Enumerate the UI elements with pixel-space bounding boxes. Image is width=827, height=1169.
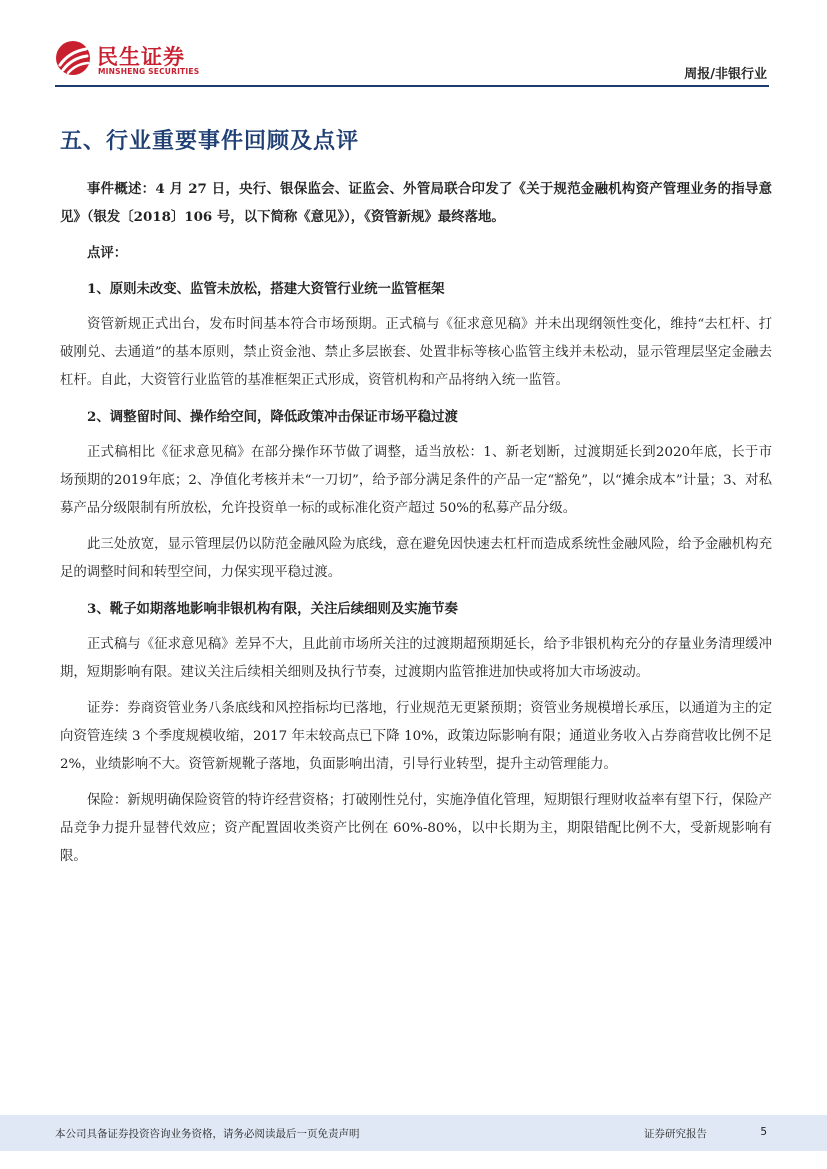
point2-paragraph-2: 此三处放宽，显示管理层仍以防范金融风险为底线，意在避免因快速去杠杆而造成系统性金融风险，给予金融机构充足的调整时间和转型空间，力保实现平稳过渡。	[60, 537, 772, 580]
minsheng-logo-icon	[55, 40, 91, 76]
point1-paragraph: 资管新规正式出台，发布时间基本符合市场预期。正式稿与《征求意见稿》并未出现纲领性变化，维持“去杠杆、打破刚兑、去通道”的基本原则，禁止资金池、禁止多层嵌套、处置非标等核心监管主线并未松动，显示管理层坚定金融去杠杆。自此，大资管行业监管的基准框架正式形成，资管机构和产品将纳入统一监管。	[60, 317, 772, 388]
section-title: 五、行业重要事件回顾及点评	[60, 129, 360, 154]
point3-heading: 3、靴子如期落地影响非银机构有限，关注后续细则及实施节奏	[87, 601, 458, 617]
page-number: 5	[760, 1126, 767, 1138]
footer-disclaimer: 本公司具备证券投资咨询业务资格，请务必阅读最后一页免责声明	[55, 1128, 360, 1140]
logo-chinese-name: 民生证券	[97, 45, 185, 69]
point3-insurance-paragraph: 保险：新规明确保险资管的特许经营资格；打破刚性兑付，实施净值化管理，短期银行理财收益率有望下行，保险产品竞争力提升显替代效应；资产配置固收类资产比例在 60%-80%，以中长期为主，期限错配比例不大，受新规影响有限。	[60, 793, 772, 864]
point3-paragraph-1: 正式稿与《征求意见稿》差异不大，且此前市场所关注的过渡期超预期延长，给予非银机构充分的存量业务清理缓冲期，短期影响有限。建议关注后续相关细则及执行节奏，过渡期内监管推进加快或将加大市场波动。	[60, 637, 772, 680]
point2-paragraph-1: 正式稿相比《征求意见稿》在部分操作环节做了调整，适当放松：1、新老划断，过渡期延长到2020年底，长于市场预期的2019年底；2、净值化考核并未“一刀切”，给予部分满足条件的产品一定“豁免”，以“摊余成本”计量；3、对私募产品分级限制有所放松，允许投资单一标的或标准化资产超过 50%的私募产品分级。	[60, 445, 772, 516]
event-overview: 事件概述：4 月 27 日，央行、银保监会、证监会、外管局联合印发了《关于规范金融机构资产管理业务的指导意见》（银发〔2018〕106 号，以下简称《意见》），《资管新规》最终落地。	[60, 181, 772, 225]
comment-label: 点评：	[87, 245, 128, 261]
company-logo	[55, 40, 255, 80]
point1-heading: 1、原则未改变、监管未放松，搭建大资管行业统一监管框架	[87, 281, 445, 297]
logo-english-name: MINSHENG SECURITIES	[98, 67, 200, 76]
point2-heading: 2、调整留时间、操作给空间，降低政策冲击保证市场平稳过渡	[87, 409, 458, 425]
main-content	[60, 124, 772, 871]
page-footer	[0, 1115, 827, 1151]
footer-report-type: 证券研究报告	[644, 1128, 707, 1140]
header-divider	[55, 85, 769, 87]
report-category: 周报/非银行业	[684, 67, 767, 82]
point3-securities-paragraph: 证券：券商资管业务八条底线和风控指标均已落地，行业规范无更紧预期；资管业务规模增长承压，以通道为主的定向资管连续 3 个季度规模收缩，2017 年末较高点已下降 10%，政策边际影响有限；通道业务收入占券商营收比例不足 2%，业绩影响不大。资管新规靴子落地，负面影响出清，引导行业转型，提升主动管理能力。	[60, 701, 772, 772]
page-header	[0, 0, 827, 90]
